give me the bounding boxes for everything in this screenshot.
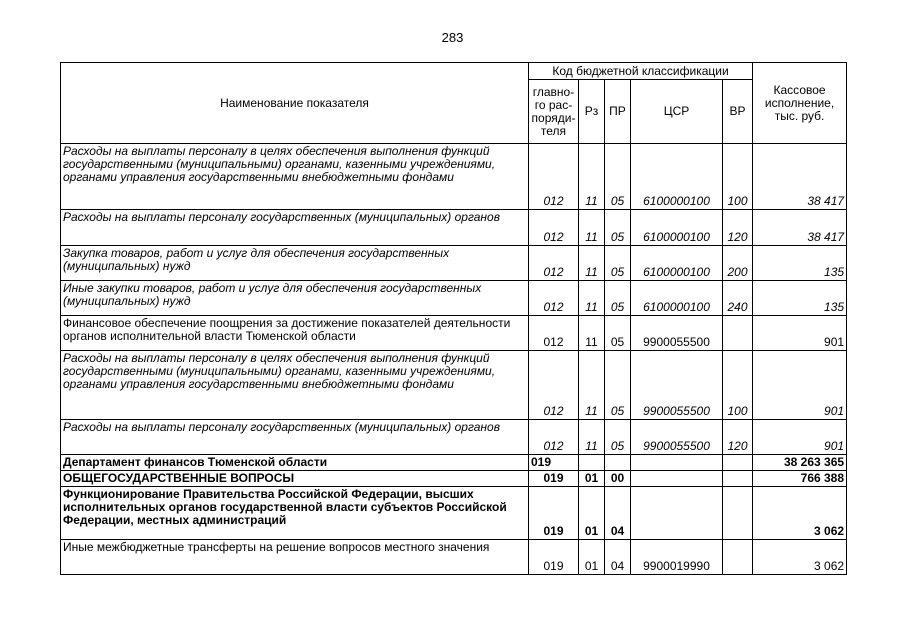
- row-glava: 012: [529, 351, 579, 420]
- row-rz: 11: [579, 210, 605, 246]
- row-amount: 3 062: [753, 540, 847, 575]
- row-pr: 05: [605, 420, 631, 455]
- header-amount: Кассовое исполнение, тыс. руб.: [753, 63, 847, 144]
- row-rz: 11: [579, 420, 605, 455]
- row-csr: [631, 455, 723, 471]
- row-rz: 11: [579, 144, 605, 210]
- row-glava: 012: [529, 210, 579, 246]
- header-code-group: Код бюджетной классификации: [529, 63, 753, 80]
- row-csr: 6100000100: [631, 144, 723, 210]
- row-name: Расходы на выплаты персоналу государственных (муниципальных) органов: [61, 420, 529, 455]
- row-amount: 135: [753, 246, 847, 281]
- row-vr: [723, 540, 753, 575]
- header-rz: Рз: [579, 80, 605, 144]
- row-amount: 38 263 365: [753, 455, 847, 471]
- row-vr: [723, 471, 753, 487]
- row-vr: 120: [723, 210, 753, 246]
- row-name: Иные межбюджетные трансферты на решение вопросов местного значения: [61, 540, 529, 575]
- row-glava: 019: [529, 487, 579, 540]
- row-rz: 11: [579, 351, 605, 420]
- row-pr: 00: [605, 471, 631, 487]
- header-glava: главно-го рас-поряди-теля: [529, 80, 579, 144]
- table-row: [61, 455, 847, 471]
- row-amount: 901: [753, 420, 847, 455]
- row-pr: [605, 455, 631, 471]
- row-glava: 019: [529, 471, 579, 487]
- header-pr: ПР: [605, 80, 631, 144]
- row-pr: 05: [605, 351, 631, 420]
- row-rz: 11: [579, 316, 605, 351]
- row-name: Расходы на выплаты персоналу государственных (муниципальных) органов: [61, 210, 529, 246]
- row-pr: 05: [605, 246, 631, 281]
- budget-table: [60, 62, 847, 575]
- row-amount: 38 417: [753, 144, 847, 210]
- row-amount: 766 388: [753, 471, 847, 487]
- row-csr: [631, 471, 723, 487]
- row-name: Финансовое обеспечение поощрения за достижение показателей деятельности органов исполнительной власти Тюменской области: [61, 316, 529, 351]
- row-vr: 120: [723, 420, 753, 455]
- row-vr: [723, 316, 753, 351]
- row-csr: 6100000100: [631, 210, 723, 246]
- row-name: ОБЩЕГОСУДАРСТВЕННЫЕ ВОПРОСЫ: [61, 471, 529, 487]
- row-amount: 901: [753, 316, 847, 351]
- row-glava: 012: [529, 316, 579, 351]
- table-row: [61, 540, 847, 575]
- row-amount: 3 062: [753, 487, 847, 540]
- row-vr: 200: [723, 246, 753, 281]
- row-csr: 9900055500: [631, 316, 723, 351]
- header-csr: ЦСР: [631, 80, 723, 144]
- table-row: [61, 281, 847, 316]
- row-glava: 019: [529, 540, 579, 575]
- row-glava: 012: [529, 246, 579, 281]
- row-rz: 11: [579, 281, 605, 316]
- row-pr: 05: [605, 210, 631, 246]
- row-csr: 9900055500: [631, 351, 723, 420]
- row-name: Департамент финансов Тюменской области: [61, 455, 529, 471]
- table-row: [61, 487, 847, 540]
- row-rz: 11: [579, 246, 605, 281]
- row-name: Расходы на выплаты персоналу в целях обеспечения выполнения функций государственными (муниципальными) органами, казенными учреждениями, органами управления государственными внебюджетными фондами: [61, 351, 529, 420]
- row-pr: 04: [605, 540, 631, 575]
- table-row: [61, 351, 847, 420]
- row-name: Расходы на выплаты персоналу в целях обеспечения выполнения функций государственными (муниципальными) органами, казенными учреждениями, органами управления государственными внебюджетными фондами: [61, 144, 529, 210]
- row-glava: 012: [529, 420, 579, 455]
- table-row: [61, 210, 847, 246]
- table-row: [61, 316, 847, 351]
- row-pr: 04: [605, 487, 631, 540]
- row-pr: 05: [605, 144, 631, 210]
- row-csr: 6100000100: [631, 246, 723, 281]
- row-name: Функционирование Правительства Российской Федерации, высших исполнительных органов государственной власти субъектов Российской Федерации, местных администраций: [61, 487, 529, 540]
- table-row: [61, 246, 847, 281]
- row-vr: 240: [723, 281, 753, 316]
- row-vr: [723, 455, 753, 471]
- row-glava: 012: [529, 281, 579, 316]
- row-name: Иные закупки товаров, работ и услуг для обеспечения государственных (муниципальных) нужд: [61, 281, 529, 316]
- row-csr: [631, 487, 723, 540]
- table-row: [61, 144, 847, 210]
- header-name: Наименование показателя: [61, 63, 529, 144]
- row-vr: 100: [723, 144, 753, 210]
- row-pr: 05: [605, 281, 631, 316]
- row-rz: [579, 455, 605, 471]
- row-glava: 012: [529, 144, 579, 210]
- row-rz: 01: [579, 487, 605, 540]
- table-row: [61, 471, 847, 487]
- row-rz: 01: [579, 471, 605, 487]
- row-rz: 01: [579, 540, 605, 575]
- row-amount: 901: [753, 351, 847, 420]
- row-csr: 9900019990: [631, 540, 723, 575]
- row-name: Закупка товаров, работ и услуг для обеспечения государственных (муниципальных) нужд: [61, 246, 529, 281]
- row-pr: 05: [605, 316, 631, 351]
- row-glava: 019: [529, 455, 579, 471]
- row-vr: [723, 487, 753, 540]
- table-row: [61, 420, 847, 455]
- page-number: 283: [441, 30, 464, 45]
- header-vr: ВР: [723, 80, 753, 144]
- row-amount: 135: [753, 281, 847, 316]
- row-vr: 100: [723, 351, 753, 420]
- row-csr: 9900055500: [631, 420, 723, 455]
- row-csr: 6100000100: [631, 281, 723, 316]
- row-amount: 38 417: [753, 210, 847, 246]
